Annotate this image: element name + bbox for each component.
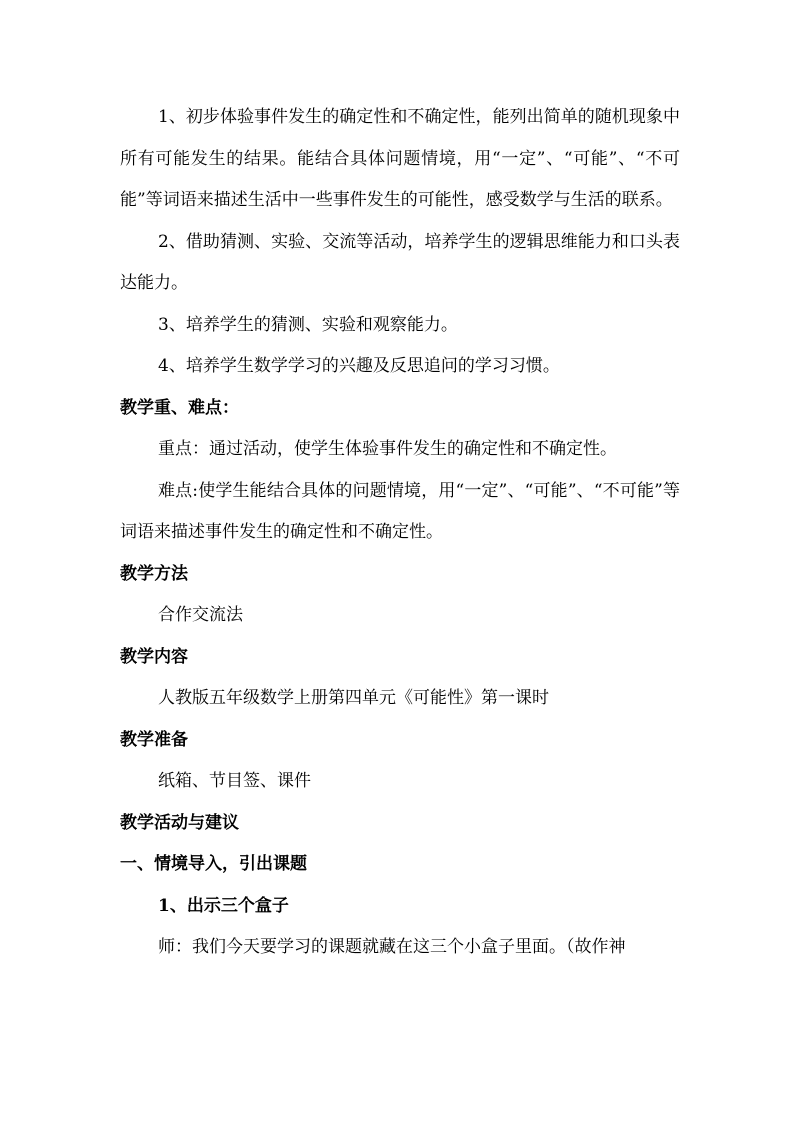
preparation-text: 纸箱、节目签、课件 — [158, 771, 311, 791]
key-points-heading: 教学重、难点： — [120, 397, 239, 418]
preparation-heading: 教学准备 — [120, 729, 188, 750]
key-point-focus: 重点：通过活动，使学生体验事件发生的确定性和不确定性。 — [158, 439, 617, 459]
activities-heading: 教学活动与建议 — [120, 812, 239, 833]
objective-3: 3、培养学生的猜测、实验和观察能力。 — [158, 314, 458, 335]
objective-4: 4、培养学生数学学习的兴趣及反思追问的学习习惯。 — [158, 356, 560, 376]
document-page — [120, 97, 680, 969]
objective-2: 2、借助猜测、实验、交流等活动，培养学生的逻辑思维能力和口头表达能力。 — [120, 231, 680, 293]
teacher-line: 师：我们今天要学习的课题就藏在这三个小盒子里面。（故作神 — [158, 937, 626, 957]
method-text: 合作交流法 — [158, 605, 243, 625]
content-text: 人教版五年级数学上册第四单元《可能性》第一课时 — [158, 688, 549, 708]
key-point-difficulty: 难点:使学生能结合具体的问题情境，用“一定”、“可能”、“不可能”等词语来描述事件发生的确定性和不确定性。 — [120, 480, 680, 542]
step-1-heading: 1、出示三个盒子 — [158, 895, 289, 916]
method-heading: 教学方法 — [120, 563, 188, 584]
objective-1: 1、初步体验事件发生的确定性和不确定性，能列出简单的随机现象中所有可能发生的结果。能结合具体问题情境，用“一定”、“可能”、“不可能”等词语来描述生活中一些事件发生的可能性，感受数学与生活的联系。 — [120, 107, 680, 210]
section-1-heading: 一、情境导入，引出课题 — [120, 854, 307, 874]
content-heading: 教学内容 — [120, 646, 188, 667]
